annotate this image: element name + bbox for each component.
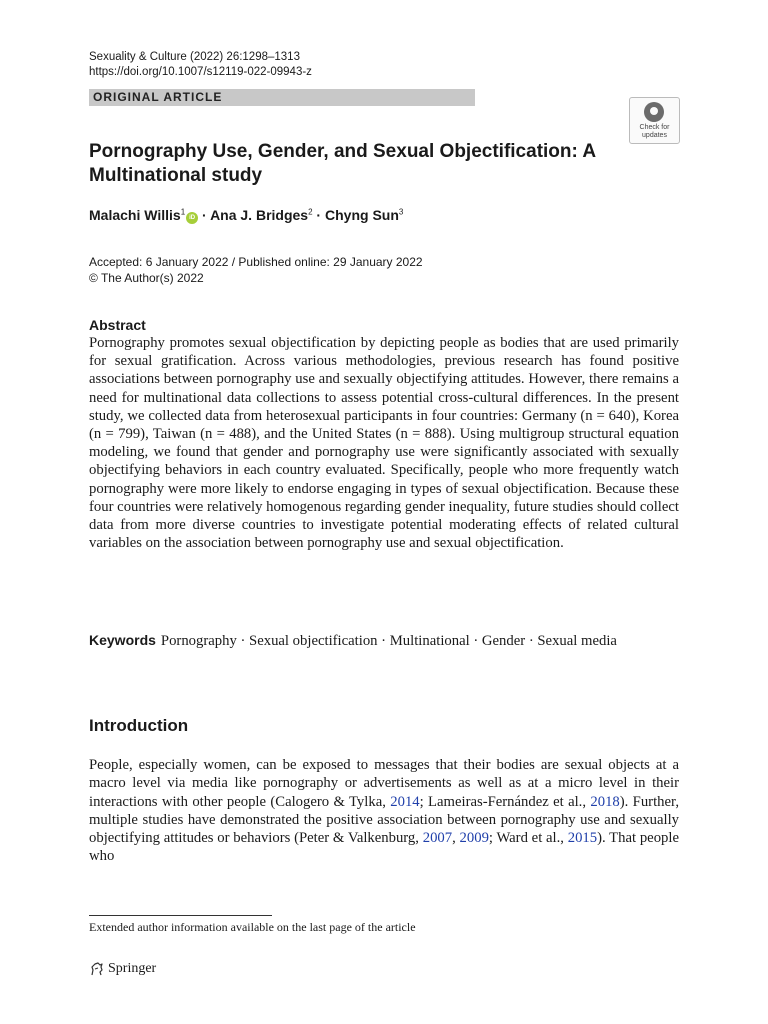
introduction-text: ; Ward et al., xyxy=(488,830,568,847)
copyright-line: © The Author(s) 2022 xyxy=(89,271,204,285)
article-type-bar xyxy=(89,89,475,106)
author-affiliation: 3 xyxy=(398,207,404,217)
author-affiliation: 2 xyxy=(308,207,313,217)
keywords-label: Keywords xyxy=(89,632,156,648)
author-name[interactable]: Ana J. Bridges xyxy=(210,207,309,223)
introduction-text: ; Lameiras-Fernández et al., xyxy=(419,793,591,810)
springer-horse-icon xyxy=(89,961,105,977)
author-name[interactable]: Chyng Sun xyxy=(325,207,399,223)
check-for-updates-icon xyxy=(644,102,664,122)
footnote: Extended author information available on the last page of the article xyxy=(89,920,416,934)
keywords xyxy=(89,631,679,651)
footnote-divider xyxy=(89,915,272,916)
introduction-text: , xyxy=(452,830,460,847)
author-separator: · xyxy=(312,207,325,223)
publisher-name: Springer xyxy=(108,961,157,976)
abstract-heading: Abstract xyxy=(89,317,146,333)
introduction-body xyxy=(89,756,679,866)
journal-line: Sexuality & Culture (2022) 26:1298–1313 xyxy=(89,51,300,63)
orcid-icon[interactable]: iD xyxy=(186,212,198,224)
accepted-published-line: Accepted: 6 January 2022 / Published online: 29 January 2022 xyxy=(89,255,423,269)
introduction-text: ). Further, multiple studies have demonstrated the positive association between pornography use and sexually objectifying attitudes or behaviors (Peter & Valkenburg, xyxy=(89,793,679,847)
author-list xyxy=(89,207,403,224)
keywords-list: Pornography · Sexual objectification · Multinational · Gender · Sexual media xyxy=(160,633,617,649)
citation-link[interactable]: 2014 xyxy=(390,793,420,810)
abstract-body: Pornography promotes sexual objectification by depicting people as bodies that are used primarily for sexual gratification. Across various methodologies, previous research has found positive associations between pornography use and sexually objectifying attitudes. However, there remains a need for multinational data collections to assess potential cross-cultural differences. In the present study, we collected data from heterosexual participants in four countries: Germany (n = 640), Korea (n = 799), Taiwan (n = 488), and the United States (n = 888). Using multigroup structural equation modeling, we found that gender and pornography use were significantly associated with sexually objectifying behaviors in each country evaluated. Specifically, people who more frequently watch pornography were more likely to endorse engaging in types of sexual objectification. Because these four countries were relatively homogenous regarding gender inequality, future studies should collect data from more diverse countries to investigate potential moderating effects of related cultural variables on the association between pornography use and sexual objectification. xyxy=(89,335,679,552)
check-for-updates-label: Check for updates xyxy=(639,124,670,139)
journal-citation xyxy=(89,50,312,80)
author-separator: · xyxy=(198,207,211,223)
doi-link[interactable]: https://doi.org/10.1007/s12119-022-09943-z xyxy=(89,66,312,78)
introduction-text: ). That people who xyxy=(89,830,679,865)
introduction-text: People, especially women, can be exposed to messages that their bodies are sexual objects at a macro level via media like pornography or advertisements as well as at a micro level in their interactions with other people (Calogero & Tylka, xyxy=(89,757,679,810)
publication-dates xyxy=(89,254,423,286)
introduction-heading: Introduction xyxy=(89,716,189,735)
citation-link[interactable]: 2007 xyxy=(422,830,453,847)
article-type-label: ORIGINAL ARTICLE xyxy=(93,90,223,104)
citation-link[interactable]: 2018 xyxy=(590,793,620,810)
citation-link[interactable]: 2015 xyxy=(567,830,598,847)
citation-link[interactable]: 2009 xyxy=(459,830,489,847)
article-title: Pornography Use, Gender, and Sexual Objectification: A Multinational study xyxy=(89,141,596,186)
publisher-logo xyxy=(89,961,156,977)
author-name[interactable]: Malachi Willis xyxy=(89,207,181,223)
author-affiliation: 1 xyxy=(180,207,186,217)
check-for-updates-button[interactable] xyxy=(629,97,680,144)
